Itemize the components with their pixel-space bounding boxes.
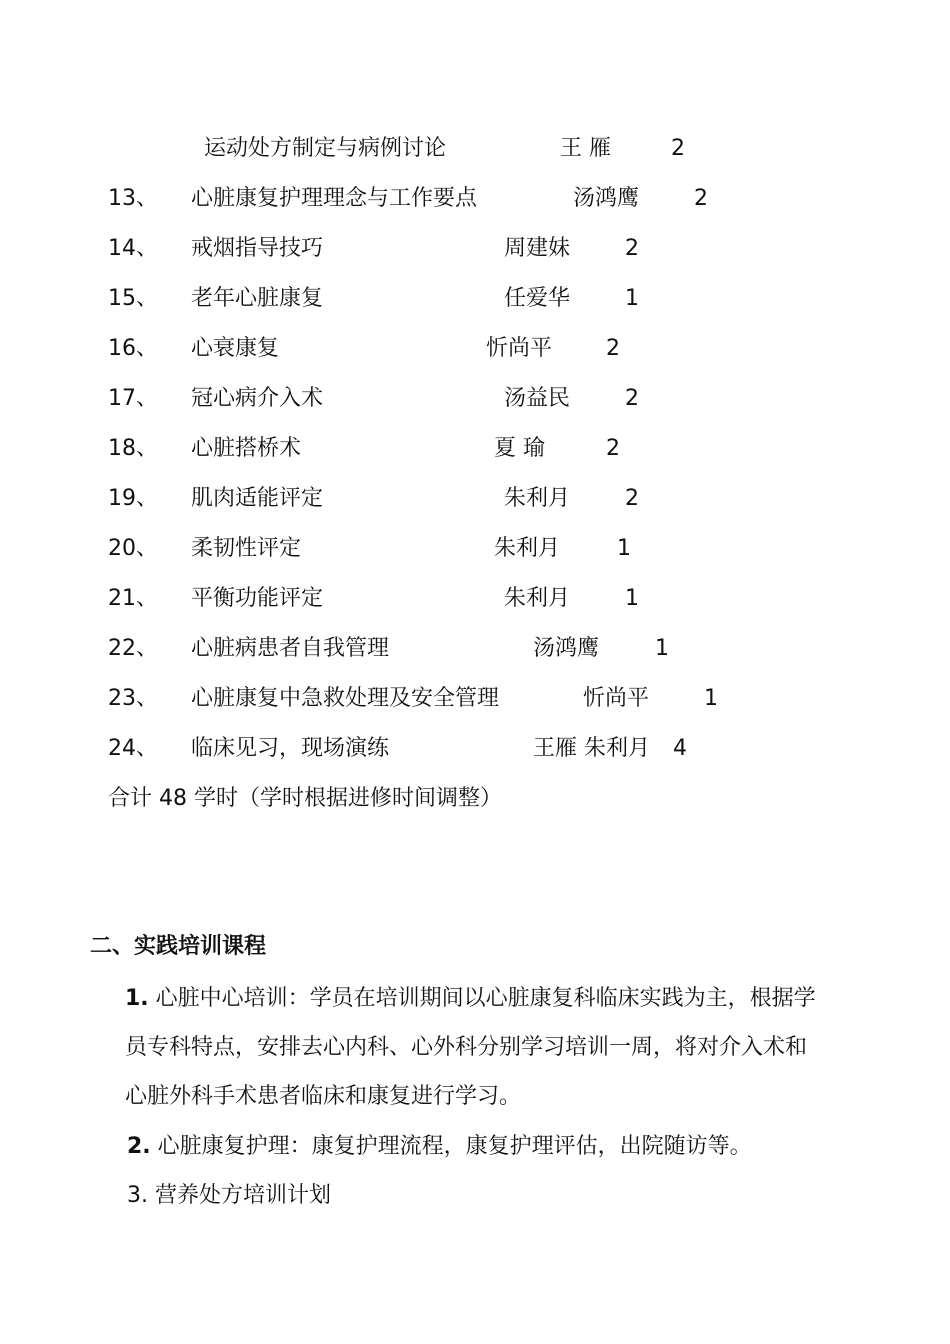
- course-number: 21、: [108, 586, 158, 611]
- course-title: 心脏康复护理理念与工作要点: [191, 186, 478, 211]
- course-hours: 1: [617, 536, 631, 561]
- course-number: 23、: [108, 686, 158, 711]
- course-teacher: 忻尚平: [583, 686, 650, 711]
- item-number: 1.: [125, 986, 149, 1011]
- course-title: 戒烟指导技巧: [191, 236, 324, 261]
- course-teacher: 汤鸿鹰: [573, 186, 640, 211]
- course-title: 心脏病患者自我管理: [191, 636, 390, 661]
- course-title: 临床见习，现场演练: [191, 736, 390, 761]
- course-title: 柔韧性评定: [191, 536, 302, 561]
- item-number: 3.: [127, 1183, 148, 1208]
- course-teacher: 朱利月: [504, 486, 571, 511]
- course-title: 肌肉适能评定: [191, 486, 324, 511]
- course-teacher: 忻尚平: [486, 336, 553, 361]
- course-number: 14、: [108, 236, 158, 261]
- course-teacher: 朱利月: [504, 586, 571, 611]
- course-hours: 2: [694, 186, 708, 211]
- course-hours: 1: [625, 286, 639, 311]
- course-title: 心脏搭桥术: [191, 436, 302, 461]
- course-hours: 1: [655, 636, 669, 661]
- practice-item-2: [127, 1132, 752, 1162]
- practice-item-3: [127, 1181, 331, 1211]
- course-teacher: 任爱华: [504, 286, 571, 311]
- item-text: 心脏康复护理：康复护理流程，康复护理评估，出院随访等。: [157, 1134, 752, 1159]
- practice-item-1: [125, 984, 816, 1014]
- course-number: 15、: [108, 286, 158, 311]
- course-teacher: 汤鸿鹰: [533, 636, 600, 661]
- item-number: 2.: [127, 1134, 151, 1159]
- course-hours: 2: [606, 436, 620, 461]
- course-hours: 2: [625, 386, 639, 411]
- course-teacher: 周建妹: [504, 236, 571, 261]
- course-title: 心衰康复: [191, 336, 280, 361]
- course-hours: 2: [625, 486, 639, 511]
- course-title: 老年心脏康复: [191, 286, 324, 311]
- course-number: 17、: [108, 386, 158, 411]
- course-hours: 2: [625, 236, 639, 261]
- course-number: 19、: [108, 486, 158, 511]
- course-hours: 2: [671, 136, 685, 161]
- course-teacher: 王雁 朱利月: [533, 736, 650, 761]
- total-hours-note: 合计 48 学时（学时根据进修时间调整）: [108, 786, 502, 811]
- course-teacher: 朱利月: [494, 536, 561, 561]
- course-hours: 1: [704, 686, 718, 711]
- course-title: 心脏康复中急救处理及安全管理: [191, 686, 500, 711]
- course-title: 冠心病介入术: [191, 386, 324, 411]
- course-title: 平衡功能评定: [191, 586, 324, 611]
- course-number: 18、: [108, 436, 158, 461]
- course-teacher: 夏 瑜: [494, 436, 545, 461]
- course-hours: 2: [606, 336, 620, 361]
- item-text-line: 心脏中心培训：学员在培训期间以心脏康复科临床实践为主，根据学: [155, 986, 816, 1011]
- course-number: 22、: [108, 636, 158, 661]
- item-text: 营养处方培训计划: [155, 1183, 332, 1208]
- section-heading: 二、实践培训课程: [90, 934, 267, 959]
- course-title: 运动处方制定与病例讨论: [204, 136, 447, 161]
- course-teacher: 王 雁: [560, 136, 611, 161]
- course-hours: 1: [625, 586, 639, 611]
- item-text-line: 心脏外科手术患者临床和康复进行学习。: [125, 1084, 522, 1109]
- course-number: 20、: [108, 536, 158, 561]
- course-teacher: 汤益民: [504, 386, 571, 411]
- course-number: 13、: [108, 186, 158, 211]
- item-text-line: 员专科特点，安排去心内科、心外科分别学习培训一周，将对介入术和: [125, 1035, 808, 1060]
- course-number: 24、: [108, 736, 158, 761]
- course-number: 16、: [108, 336, 158, 361]
- course-hours: 4: [673, 736, 687, 761]
